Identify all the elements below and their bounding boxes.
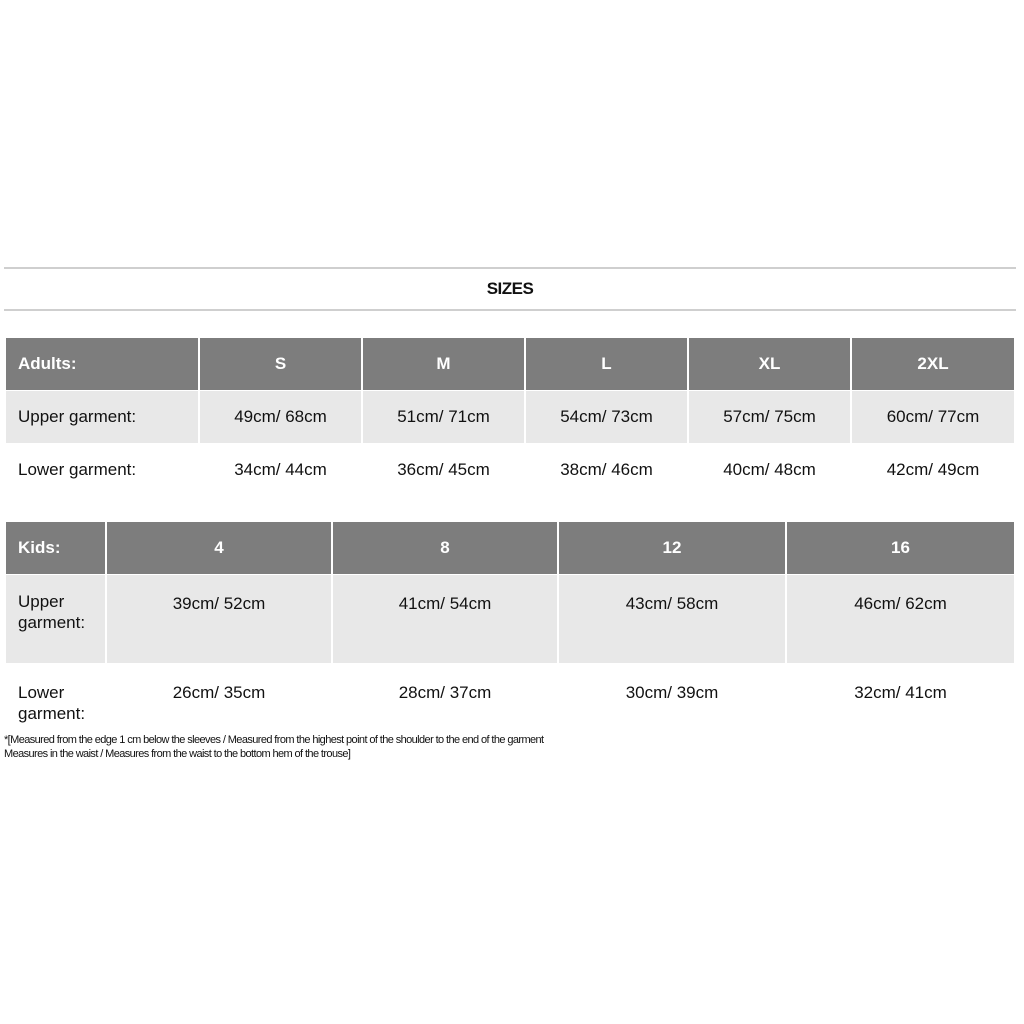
kids-header-label: Kids:	[6, 522, 105, 574]
footnote-line: *[Measured from the edge 1 cm below the sleeves / Measured from the highest point of the shoulder to the end of the garment	[4, 734, 544, 746]
table-cell: 36cm/ 45cm	[363, 444, 524, 496]
table-cell: 46cm/ 62cm	[787, 575, 1014, 663]
table-cell: 49cm/ 68cm	[200, 391, 361, 443]
adults-size-table	[4, 337, 1016, 497]
size-header-12: 12	[559, 522, 785, 574]
page-title: SIZES	[486, 279, 534, 298]
size-header-m: M	[363, 338, 524, 390]
table-cell: 42cm/ 49cm	[852, 444, 1014, 496]
table-cell: 51cm/ 71cm	[363, 391, 524, 443]
row-label-line: Lower	[18, 683, 65, 702]
measurement-footnote	[4, 733, 1014, 761]
size-header-2xl: 2XL	[852, 338, 1014, 390]
adults-header-row	[6, 338, 1014, 390]
table-cell: 40cm/ 48cm	[689, 444, 850, 496]
table-cell: 54cm/ 73cm	[526, 391, 687, 443]
table-cell: 39cm/ 52cm	[107, 575, 331, 663]
table-cell: 60cm/ 77cm	[852, 391, 1014, 443]
row-label	[6, 575, 105, 663]
table-cell: 57cm/ 75cm	[689, 391, 850, 443]
footnote-line: Measures in the waist / Measures from the waist to the bottom hem of the trouse]	[4, 748, 351, 760]
size-header-16: 16	[787, 522, 1014, 574]
size-header-l: L	[526, 338, 687, 390]
adults-lower-garment-row	[6, 444, 1014, 496]
adults-upper-garment-row	[6, 391, 1014, 443]
row-label-line: Upper	[18, 592, 65, 611]
row-label: Lower garment:	[6, 444, 198, 496]
table-cell: 30cm/ 39cm	[559, 664, 785, 752]
sizes-title-bar	[4, 267, 1016, 311]
kids-size-table	[4, 521, 1016, 753]
size-header-s: S	[200, 338, 361, 390]
row-label: Upper garment:	[6, 391, 198, 443]
table-cell: 28cm/ 37cm	[333, 664, 557, 752]
size-header-4: 4	[107, 522, 331, 574]
table-cell: 43cm/ 58cm	[559, 575, 785, 663]
kids-header-row	[6, 522, 1014, 574]
kids-upper-garment-row	[6, 575, 1014, 663]
table-cell: 41cm/ 54cm	[333, 575, 557, 663]
row-label-line: garment:	[18, 704, 86, 723]
adults-header-label: Adults:	[6, 338, 198, 390]
table-cell: 26cm/ 35cm	[107, 664, 331, 752]
size-header-8: 8	[333, 522, 557, 574]
table-cell: 34cm/ 44cm	[200, 444, 361, 496]
table-cell: 38cm/ 46cm	[526, 444, 687, 496]
table-cell: 32cm/ 41cm	[787, 664, 1014, 752]
row-label-line: garment:	[18, 613, 86, 632]
size-header-xl: XL	[689, 338, 850, 390]
